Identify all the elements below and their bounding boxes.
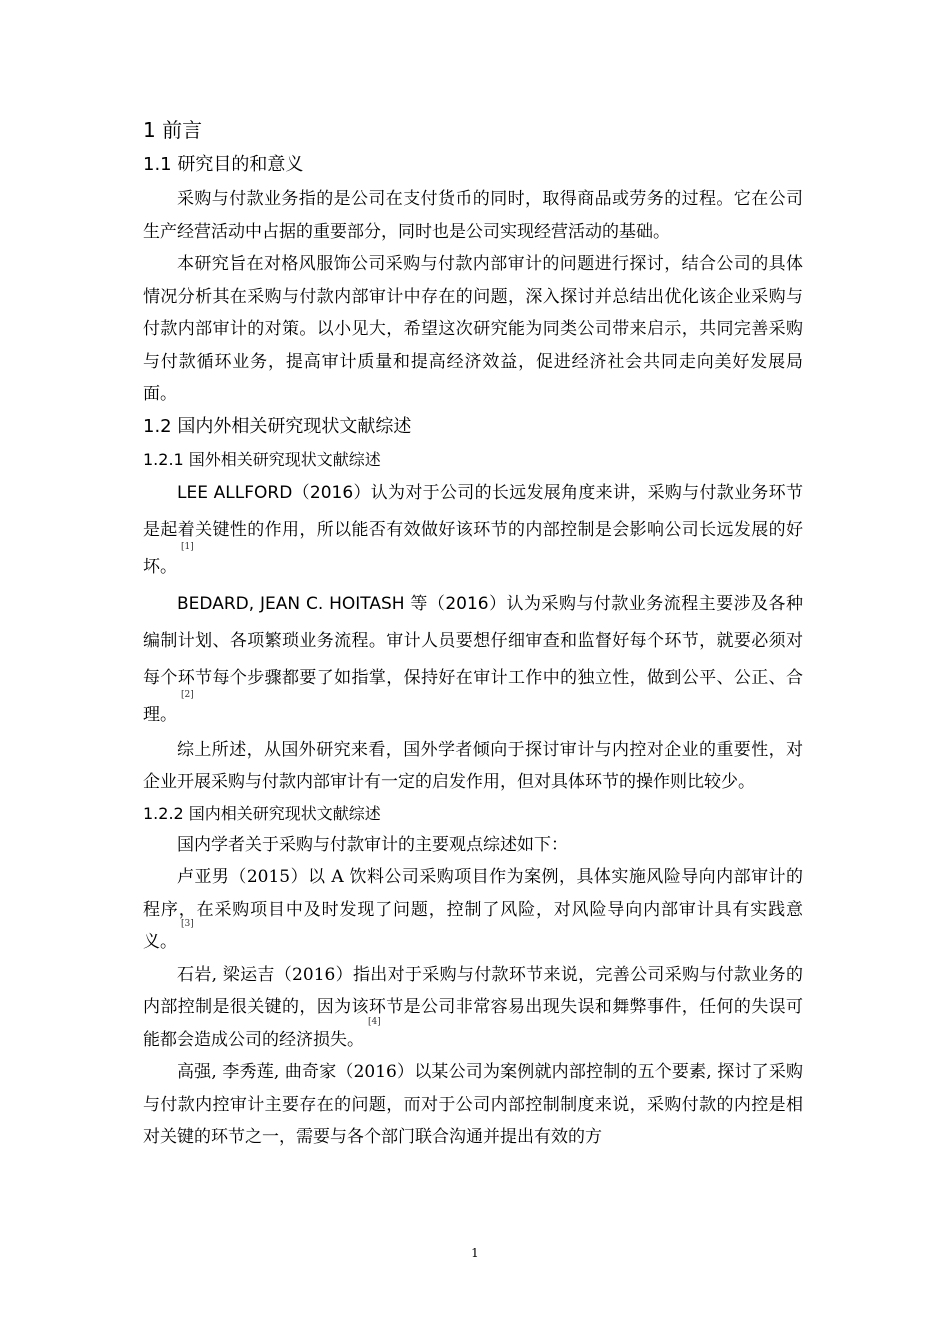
section-1-1-heading: 1.1 研究目的和意义 [143, 154, 304, 175]
section-1-heading: 1 前言 [143, 118, 203, 142]
section-1-2-heading: 1.2 国内外相关研究现状文献综述 [143, 415, 412, 437]
section-1-2-1-paragraph-2 [143, 586, 803, 734]
section-1-2-1-paragraph-1 [143, 475, 803, 586]
paragraph-text: BEDARD, JEAN C. HOITASH 等（2016）认为采购与付款业务流程主要涉及各种编制计划、各项繁琐业务流程。审计人员要想仔细审查和监督好每个环节，就要必须对每个环节每个步骤都要了如指掌，保持好在审计工作中的独立性，做到公平、公正、合理。 [143, 593, 803, 725]
citation-ref-1: [1] [181, 541, 194, 552]
citation-ref-4: [4] [368, 1016, 381, 1027]
section-1-2-2-paragraph-3 [143, 959, 803, 1057]
section-1-2-2-paragraph-1: 国内学者关于采购与付款审计的主要观点综述如下： [177, 834, 568, 855]
section-1-2-2-paragraph-2 [143, 861, 803, 959]
citation-ref-3: [3] [181, 919, 194, 929]
section-1-2-1-paragraph-3: 综上所述，从国外研究来看，国外学者倾向于探讨审计与内控对企业的重要性，对企业开展采购与付款内部审计有一定的启发作用，但对具体环节的操作则比较少。 [143, 739, 803, 792]
section-1-1-paragraph-2: 本研究旨在对格风服饰公司采购与付款内部审计的问题进行探讨，结合公司的具体情况分析其在采购与付款内部审计中存在的问题，深入探讨并总结出优化该企业采购与付款内部审计的对策。以小见大，希望这次研究能为同类公司带来启示，共同完善采购与付款循环业务，提高审计质量和提高经济效益，促进经济社会共同走向美好发展局面。 [143, 254, 803, 404]
page-number: 1 [471, 1246, 479, 1260]
section-1-2-1-heading: 1.2.1 国外相关研究现状文献综述 [143, 449, 381, 469]
section-1-2-2-paragraph-4: 高强, 李秀莲, 曲奇家（2016）以某公司为案例就内部控制的五个要素, 探讨了采购与付款内控审计主要存在的问题，而对于公司内部控制制度来说，采购付款的内控是相对关键的环节之一，需要与各个部门联合沟通并提出有效的方 [143, 1062, 803, 1147]
citation-ref-2: [2] [181, 689, 194, 700]
paragraph-text: 卢亚男（2015）以 A 饮料公司采购项目作为案例，具体实施风险导向内部审计的程序，在采购项目中及时发现了问题，控制了风险，对风险导向内部审计具有实践意义。 [143, 867, 803, 952]
paragraph-text: LEE ALLFORD（2016）认为对于公司的长远发展角度来讲，采购与付款业务环节是起着关键性的作用，所以能否有效做好该环节的内部控制是会影响公司长远发展的好坏。 [143, 482, 803, 577]
section-1-2-2-heading: 1.2.2 国内相关研究现状文献综述 [143, 803, 381, 823]
document-page [143, 113, 803, 1154]
section-1-1-paragraph-1: 采购与付款业务指的是公司在支付货币的同时，取得商品或劳务的过程。它在公司生产经营活动中占据的重要部分，同时也是公司实现经营活动的基础。 [143, 189, 803, 242]
paragraph-text: 石岩, 梁运吉（2016）指出对于采购与付款环节来说，完善公司采购与付款业务的内部控制是很关键的，因为该环节是公司非常容易出现失误和舞弊事件，任何的失误可能都会造成公司的经济损失。 [143, 964, 803, 1050]
